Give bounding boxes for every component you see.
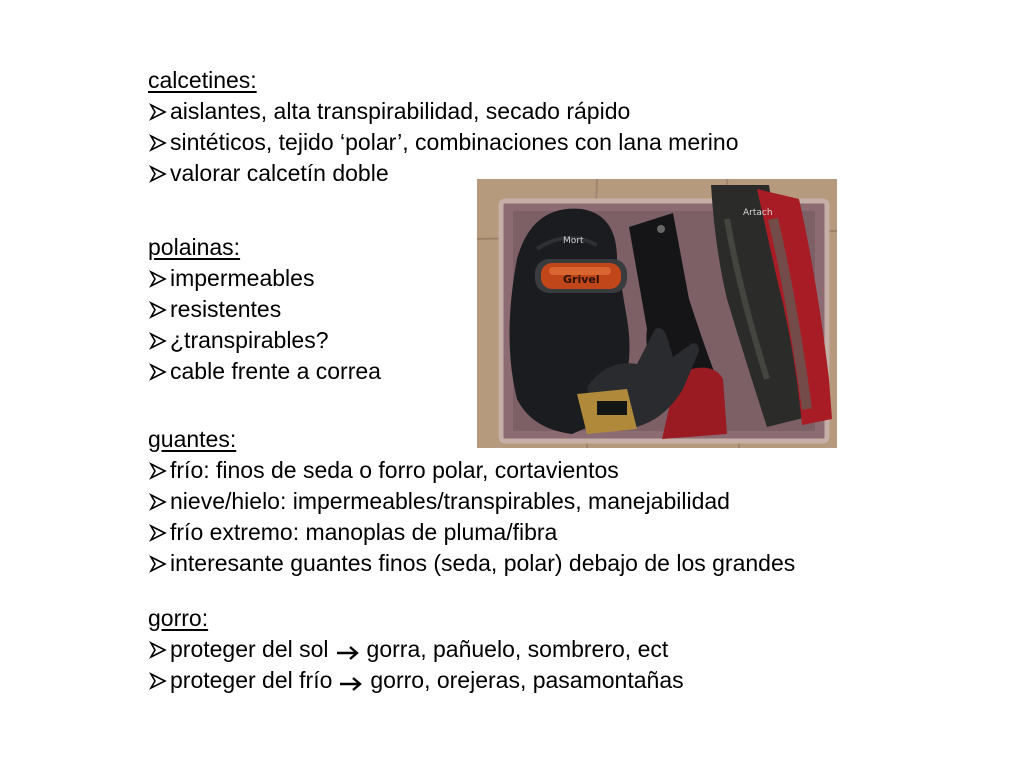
section-gorro: [148, 603, 684, 696]
bullet-item: [148, 263, 381, 294]
bullet-text: frío extremo: manoplas de pluma/fibra: [170, 519, 558, 545]
arrowhead-bullet-icon: [148, 269, 168, 289]
arrowhead-bullet-icon: [148, 461, 168, 481]
bullet-text: cable frente a correa: [170, 358, 381, 384]
bullet-text: aislantes, alta transpirabilidad, secado rápido: [170, 98, 631, 124]
bullet-item: [148, 634, 684, 665]
bullet-text: nieve/hielo: impermeables/transpirables, manejabilidad: [170, 488, 730, 514]
bullet-item: [148, 325, 381, 356]
section-calcetines: [148, 65, 739, 189]
bullet-item: [148, 517, 795, 548]
arrowhead-bullet-icon: [148, 640, 168, 660]
heading-guantes: guantes:: [148, 426, 237, 452]
brand-mark: Grivel: [563, 273, 600, 286]
bullet-item: [148, 294, 381, 325]
bullet-item: [148, 548, 795, 579]
bullet-item: [148, 455, 795, 486]
heading-polainas: polainas:: [148, 234, 241, 260]
arrowhead-bullet-icon: [148, 300, 168, 320]
section-polainas: [148, 232, 381, 387]
bullet-text: valorar calcetín doble: [170, 160, 389, 186]
right-arrow-icon: [335, 640, 361, 660]
arrowhead-bullet-icon: [148, 492, 168, 512]
bullet-item: [148, 127, 739, 158]
bullet-text: impermeables: [170, 265, 315, 291]
arrowhead-bullet-icon: [148, 554, 168, 574]
arrowhead-bullet-icon: [148, 164, 168, 184]
bullet-text: proteger del frío: [170, 667, 333, 693]
bullet-item: [148, 96, 739, 127]
arrowhead-bullet-icon: [148, 523, 168, 543]
arrowhead-bullet-icon: [148, 102, 168, 122]
brand-mark: Mort: [563, 236, 584, 246]
heading-gorro: gorro:: [148, 605, 209, 631]
bullet-text: interesante guantes finos (seda, polar) debajo de los grandes: [170, 550, 796, 576]
gear-photo: [477, 179, 837, 448]
bullet-item: [148, 356, 381, 387]
bullet-text: resistentes: [170, 296, 282, 322]
arrowhead-bullet-icon: [148, 331, 168, 351]
heading-calcetines: calcetines:: [148, 67, 257, 93]
brand-mark: Artach: [743, 208, 773, 218]
right-arrow-icon: [338, 671, 364, 691]
bullet-item: [148, 486, 795, 517]
arrowhead-bullet-icon: [148, 133, 168, 153]
bullet-item: [148, 665, 684, 696]
arrowhead-bullet-icon: [148, 362, 168, 382]
gear-photo-illustration: [477, 179, 837, 448]
bullet-text: frío: finos de seda o forro polar, cortavientos: [170, 457, 619, 483]
bullet-text: gorra, pañuelo, sombrero, ect: [366, 636, 669, 662]
bullet-text: sintéticos, tejido ‘polar’, combinaciones con lana merino: [170, 129, 739, 155]
bullet-text: gorro, orejeras, pasamontañas: [370, 667, 684, 693]
bullet-text: proteger del sol: [170, 636, 329, 662]
bullet-text: ¿transpirables?: [170, 327, 329, 353]
arrowhead-bullet-icon: [148, 671, 168, 691]
